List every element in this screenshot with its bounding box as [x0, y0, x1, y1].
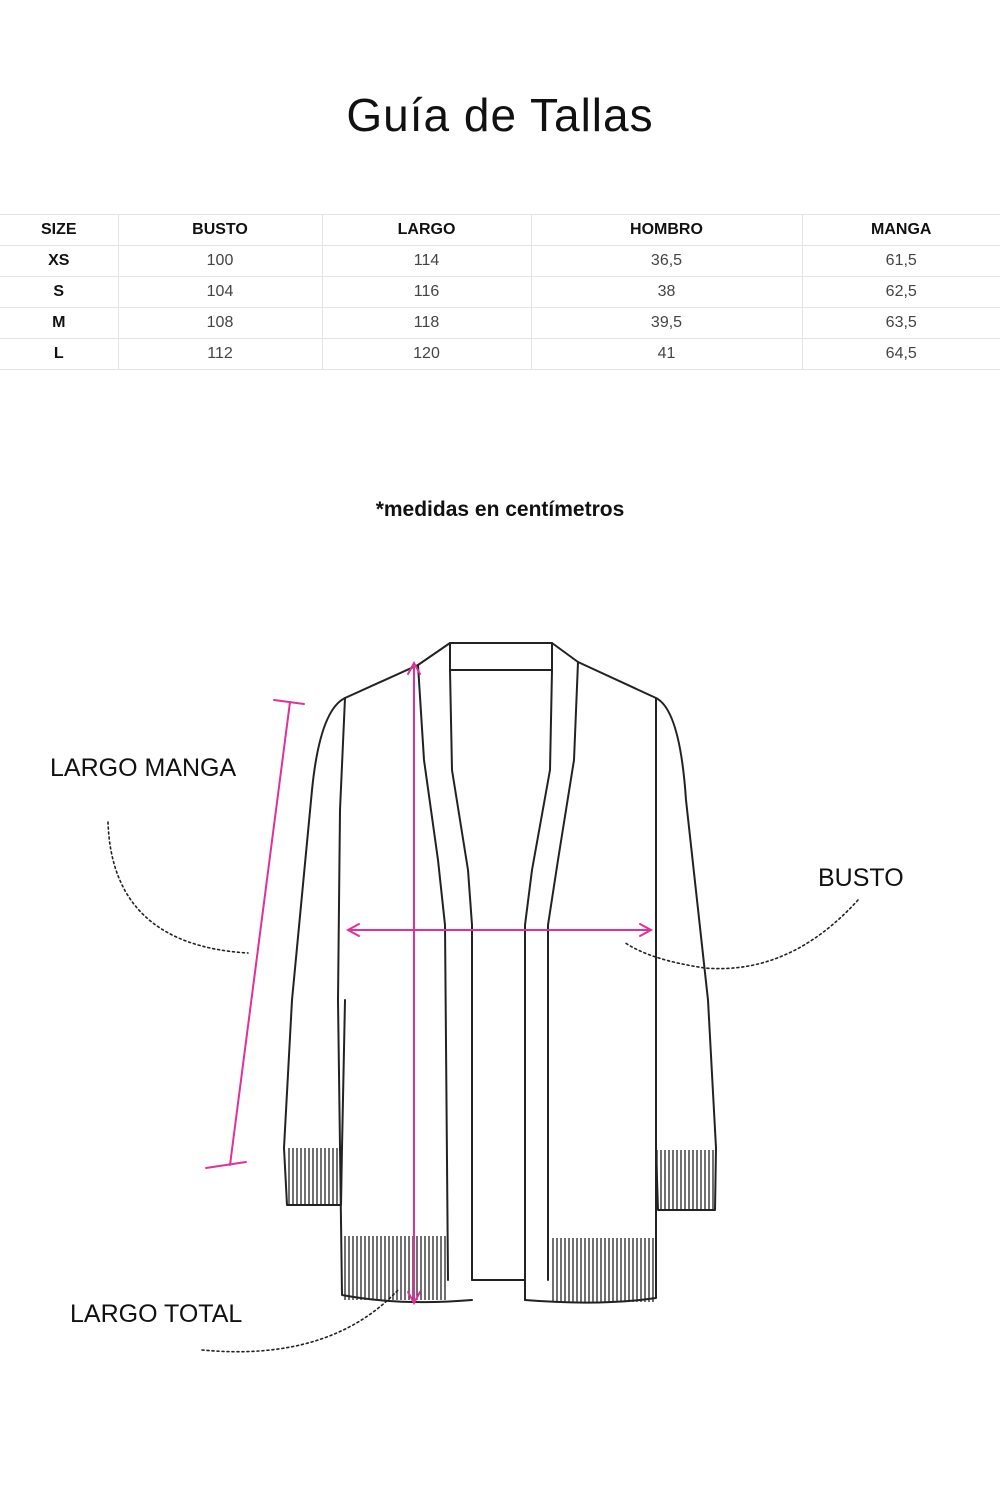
manga-cell: 64,5	[802, 339, 1000, 370]
left-placket-inner	[450, 670, 472, 1280]
right-hem-rib	[551, 1238, 655, 1302]
right-cuff-rib	[657, 1150, 715, 1210]
right-front-panel	[525, 643, 656, 1303]
sleeve-length-label: LARGO MANGA	[50, 754, 237, 782]
units-note: *medidas en centímetros	[375, 498, 625, 521]
sleeve-callout	[108, 822, 248, 953]
measurement-diagram	[0, 600, 1000, 1400]
hombro-cell: 38	[531, 277, 802, 308]
bust-label: BUSTO	[818, 864, 904, 892]
column-header-largo: LARGO	[322, 215, 531, 246]
column-header-busto: BUSTO	[118, 215, 322, 246]
size-cell: M	[0, 308, 118, 339]
table-row	[0, 246, 1000, 277]
table-row	[0, 339, 1000, 370]
size-table	[0, 214, 1000, 370]
page-title: Guía de Tallas	[346, 89, 654, 141]
table-row	[0, 308, 1000, 339]
hombro-cell: 36,5	[531, 246, 802, 277]
left-sleeve	[284, 698, 345, 1205]
left-cuff-rib	[287, 1148, 341, 1205]
largo-cell: 118	[322, 308, 531, 339]
largo-cell: 120	[322, 339, 531, 370]
column-header-manga: MANGA	[802, 215, 1000, 246]
collar-back	[450, 643, 552, 670]
table-row	[0, 277, 1000, 308]
right-sleeve	[656, 698, 716, 1210]
right-placket-outer	[548, 662, 578, 1280]
column-header-hombro: HOMBRO	[531, 215, 802, 246]
busto-cell: 104	[118, 277, 322, 308]
hombro-cell: 39,5	[531, 308, 802, 339]
column-header-size: SIZE	[0, 215, 118, 246]
table-header-row	[0, 215, 1000, 246]
bust-callout	[624, 900, 858, 969]
sleeve-measure-cap-bottom	[206, 1162, 246, 1168]
busto-cell: 108	[118, 308, 322, 339]
cardigan-illustration	[0, 600, 1000, 1400]
total-length-label: LARGO TOTAL	[70, 1300, 243, 1328]
manga-cell: 62,5	[802, 277, 1000, 308]
sleeve-measure-line	[230, 702, 290, 1165]
size-cell: S	[0, 277, 118, 308]
hombro-cell: 41	[531, 339, 802, 370]
manga-cell: 61,5	[802, 246, 1000, 277]
left-hem-rib	[343, 1236, 447, 1300]
largo-cell: 116	[322, 277, 531, 308]
largo-cell: 114	[322, 246, 531, 277]
size-cell: L	[0, 339, 118, 370]
busto-cell: 100	[118, 246, 322, 277]
left-placket-outer	[418, 665, 448, 1280]
busto-cell: 112	[118, 339, 322, 370]
manga-cell: 63,5	[802, 308, 1000, 339]
size-cell: XS	[0, 246, 118, 277]
